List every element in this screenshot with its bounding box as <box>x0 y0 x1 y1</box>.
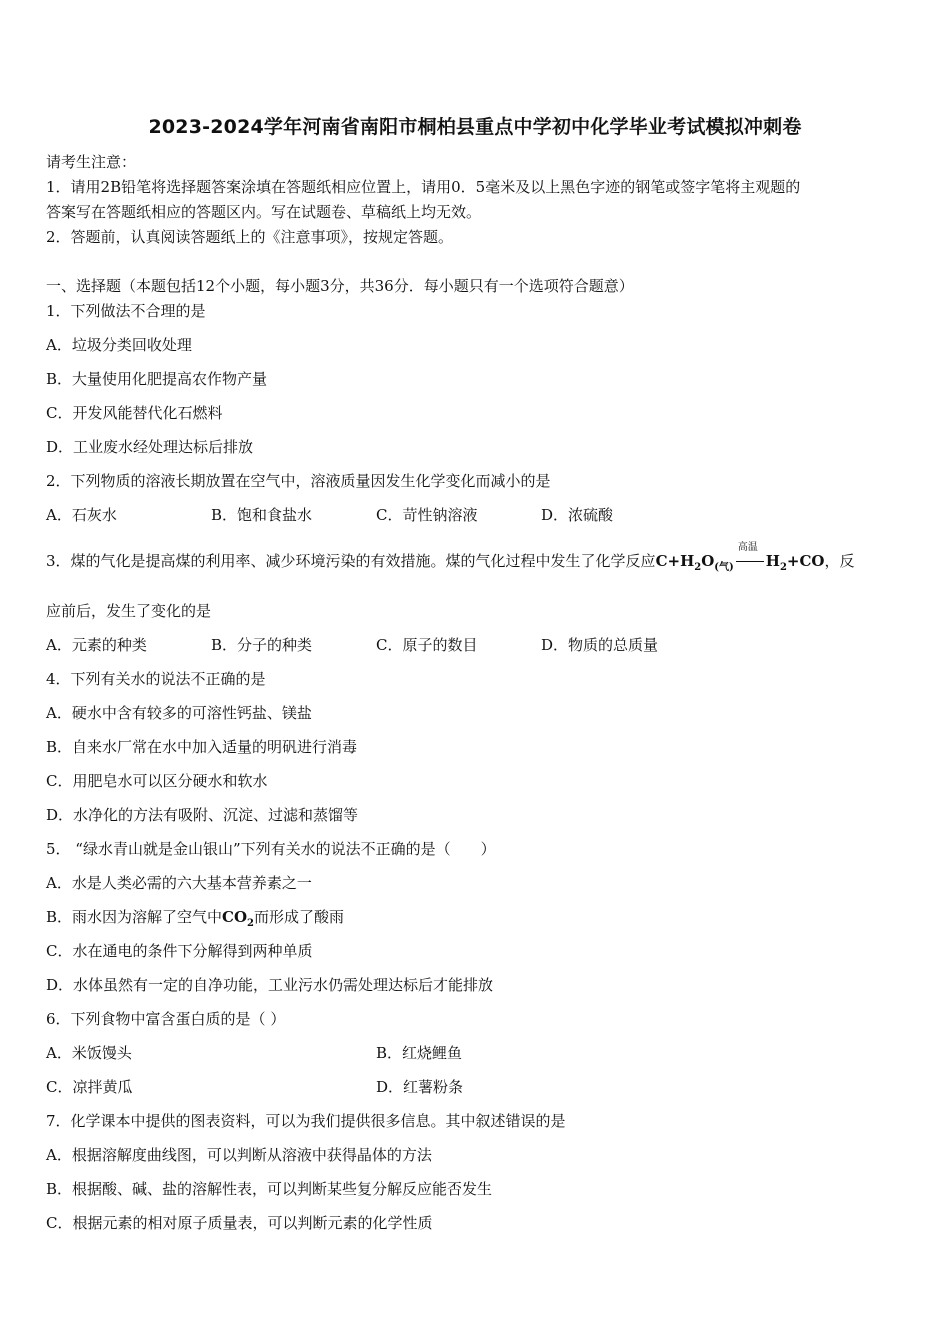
question-3-option-a: A．元素的种类 <box>46 636 147 654</box>
page-title: 2023-2024学年河南省南阳市桐柏县重点中学初中化学毕业考试模拟冲刺卷 <box>148 116 802 138</box>
question-2-option-c: C．苛性钠溶液 <box>376 506 478 524</box>
question-4-option-b: B．自来水厂常在水中加入适量的明矾进行消毒 <box>46 738 358 756</box>
question-7-option-b: B．根据酸、碱、盐的溶解性表，可以判断某些复分解反应能否发生 <box>46 1180 493 1198</box>
co2-formula: $CO_2$ <box>222 908 255 929</box>
reaction-condition <box>734 542 766 572</box>
condition-label: 高温 <box>737 542 758 553</box>
question-3-option-b: B．分子的种类 <box>211 636 313 654</box>
question-5-option-d: D．水体虽然有一定的自净功能，工业污水仍需处理达标后才能排放 <box>46 976 494 994</box>
equation-reactants: $C+H_2O_{(气)}$ <box>655 552 734 573</box>
question-7-option-a: A．根据溶解度曲线图，可以判断从溶液中获得晶体的方法 <box>46 1146 432 1164</box>
question-3-option-c: C．原子的数目 <box>376 636 478 654</box>
question-2-stem: 2．下列物质的溶液长期放置在空气中，溶液质量因发生化学变化而减小的是 <box>46 472 551 490</box>
question-3-stem-cont: 应前后，发生了变化的是 <box>46 602 212 620</box>
question-1-option-d: D．工业废水经处理达标后排放 <box>46 438 254 456</box>
question-6-option-a: A．米饭馒头 <box>46 1044 132 1062</box>
question-6-option-d: D．红薯粉条 <box>376 1078 464 1096</box>
question-2-option-b: B．饱和食盐水 <box>211 506 313 524</box>
question-5-option-a: A．水是人类必需的六大基本营养素之一 <box>46 874 312 892</box>
question-1-option-b: B．大量使用化肥提高农作物产量 <box>46 370 268 388</box>
question-3-stem <box>46 542 855 578</box>
question-3-text-end: ，反 <box>824 552 855 570</box>
equation-products: $H_2+CO$ <box>765 552 825 573</box>
question-2-option-d: D．浓硫酸 <box>541 506 614 524</box>
notice-item-2: 2．答题前，认真阅读答题纸上的《注意事项》，按规定答题。 <box>46 228 454 246</box>
notice-item-1: 1．请用2B铅笔将选择题答案涂填在答题纸相应位置上，请用0．5毫米及以上黑色字迹的钢笔或签字笔将主观题的 <box>46 178 801 196</box>
question-6-stem: 6．下列食物中富含蛋白质的是（ ） <box>46 1010 286 1028</box>
question-4-stem: 4．下列有关水的说法不正确的是 <box>46 670 266 688</box>
notice-heading: 请考生注意： <box>46 153 137 171</box>
question-4-option-a: A．硬水中含有较多的可溶性钙盐、镁盐 <box>46 704 312 722</box>
question-5-stem: 5． “绿水青山就是金山银山”下列有关水的说法不正确的是（ ） <box>46 840 496 858</box>
question-6-option-b: B．红烧鲤鱼 <box>376 1044 463 1062</box>
condition-arrow <box>736 561 764 562</box>
question-6-option-c: C．凉拌黄瓜 <box>46 1078 133 1096</box>
question-3-option-d: D．物质的总质量 <box>541 636 659 654</box>
section-heading: 一、选择题（本题包括12个小题，每小题3分，共36分．每小题只有一个选项符合题意） <box>46 277 634 295</box>
question-5-option-b: B．雨水因为溶解了空气中$CO_2$而形成了酸雨 <box>46 908 345 929</box>
notice-item-1-cont: 答案写在答题纸相应的答题区内。写在试题卷、草稿纸上均无效。 <box>46 203 482 221</box>
question-7-option-c: C．根据元素的相对原子质量表，可以判断元素的化学性质 <box>46 1214 433 1232</box>
question-1-stem: 1．下列做法不合理的是 <box>46 302 206 320</box>
question-3-text: 3．煤的气化是提高煤的利用率、减少环境污染的有效措施。煤的气化过程中发生了化学反应 <box>46 552 656 570</box>
question-1-option-a: A．垃圾分类回收处理 <box>46 336 192 354</box>
question-5-option-c: C．水在通电的条件下分解得到两种单质 <box>46 942 313 960</box>
question-1-option-c: C．开发风能替代化石燃料 <box>46 404 223 422</box>
question-4-option-d: D．水净化的方法有吸附、沉淀、过滤和蒸馏等 <box>46 806 359 824</box>
question-2-option-a: A．石灰水 <box>46 506 117 524</box>
question-4-option-c: C．用肥皂水可以区分硬水和软水 <box>46 772 268 790</box>
question-7-stem: 7．化学课本中提供的图表资料，可以为我们提供很多信息。其中叙述错误的是 <box>46 1112 566 1130</box>
